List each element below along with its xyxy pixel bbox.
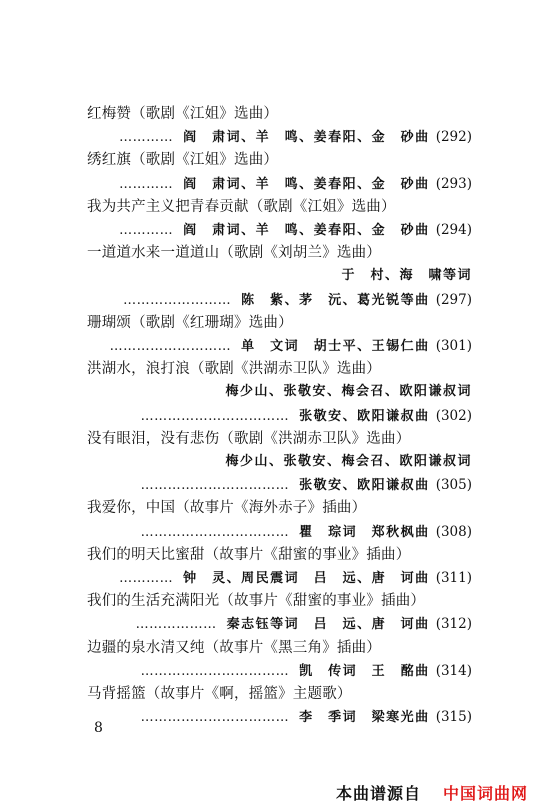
leader-dots: ………… bbox=[119, 130, 174, 145]
source-watermark bbox=[336, 781, 528, 804]
credit-text: 单 文词 胡士平、王锡仁曲 bbox=[241, 339, 430, 354]
leader-dots: …………………………… bbox=[140, 710, 290, 725]
leader-dots: ………… bbox=[119, 571, 174, 586]
toc-entry-title: 我们的生活充满阳光（故事片《甜蜜的事业》插曲） bbox=[87, 593, 426, 609]
source-brand: 中国词曲网 bbox=[443, 784, 529, 803]
toc-entry-credit bbox=[141, 660, 472, 682]
page-ref: (294) bbox=[435, 222, 472, 238]
toc-entry-title: 边疆的泉水清又纯（故事片《黑三角》插曲） bbox=[87, 640, 381, 656]
leader-dots: ……………… bbox=[135, 617, 217, 632]
credit-text: 于 村、海 啸等词 bbox=[341, 268, 472, 283]
toc-entry-credit bbox=[119, 219, 472, 241]
leader-dots: ………… bbox=[119, 177, 174, 192]
page-ref: (293) bbox=[435, 176, 472, 192]
leader-dots: …………………………… bbox=[140, 478, 290, 493]
credit-text: 梅少山、张敬安、梅会召、欧阳谦叔词 bbox=[225, 454, 472, 469]
toc-entry-credit bbox=[119, 126, 472, 148]
credit-text: 张敬安、欧阳谦叔曲 bbox=[299, 478, 430, 493]
leader-dots: …………………………… bbox=[140, 664, 290, 679]
leader-dots: …………………… bbox=[123, 293, 232, 308]
leader-dots: …………………………… bbox=[140, 525, 290, 540]
page-ref: (297) bbox=[435, 292, 472, 308]
page-ref: (302) bbox=[435, 408, 472, 424]
toc-entry-credit bbox=[110, 335, 472, 357]
toc-entry-title: 绣红旗（歌剧《江姐》选曲） bbox=[87, 152, 279, 168]
toc-entry-title: 一道道水来一道道山（歌剧《刘胡兰》选曲） bbox=[87, 245, 381, 261]
source-prefix: 本曲谱源自 bbox=[336, 784, 422, 803]
credit-text: 瞿 琮词 郑秋枫曲 bbox=[299, 525, 430, 540]
page-ref: (311) bbox=[435, 570, 472, 586]
toc-entry-credit bbox=[136, 613, 472, 635]
page-ref: (305) bbox=[435, 477, 472, 493]
toc-entry-credit bbox=[141, 405, 472, 427]
toc-entry-credit bbox=[225, 381, 472, 403]
toc-entry-credit bbox=[123, 289, 472, 311]
credit-text: 凯 传词 王 酩曲 bbox=[299, 664, 430, 679]
page-ref: (315) bbox=[435, 709, 472, 725]
toc-entry-credit bbox=[225, 451, 472, 473]
toc-entry-credit bbox=[341, 265, 472, 287]
toc-entry-title: 我爱你，中国（故事片《海外赤子》插曲） bbox=[87, 500, 367, 516]
toc-entry-credit bbox=[119, 567, 472, 589]
toc-entry-title: 我为共产主义把青春贡献（歌剧《江姐》选曲） bbox=[87, 199, 396, 215]
page-ref: (308) bbox=[435, 524, 472, 540]
toc-entry-title: 红梅赞（歌剧《江姐》选曲） bbox=[87, 106, 279, 122]
page-ref: (292) bbox=[435, 129, 472, 145]
credit-text: 阎 肃词、羊 鸣、姜春阳、金 砂曲 bbox=[183, 223, 430, 238]
credit-text: 阎 肃词、羊 鸣、姜春阳、金 砂曲 bbox=[183, 177, 430, 192]
page-ref: (301) bbox=[435, 338, 472, 354]
toc-entry-title: 我们的明天比蜜甜（故事片《甜蜜的事业》插曲） bbox=[87, 547, 411, 563]
leader-dots: ……………………… bbox=[109, 339, 232, 354]
toc-entry-title: 没有眼泪，没有悲伤（歌剧《洪湖赤卫队》选曲） bbox=[87, 431, 411, 447]
toc-entry-title: 珊瑚颂（歌剧《红珊瑚》选曲） bbox=[87, 315, 293, 331]
toc-entry-credit bbox=[141, 521, 472, 543]
leader-dots: …………………………… bbox=[140, 409, 290, 424]
page-ref: (314) bbox=[435, 663, 472, 679]
credit-text: 张敬安、欧阳谦叔曲 bbox=[299, 409, 430, 424]
credit-text: 阎 肃词、羊 鸣、姜春阳、金 砂曲 bbox=[183, 130, 430, 145]
toc-entry-title: 马背摇篮（故事片《啊，摇篮》主题歌） bbox=[87, 686, 352, 702]
toc-entry-title: 洪湖水，浪打浪（歌剧《洪湖赤卫队》选曲） bbox=[87, 361, 381, 377]
page-ref: (312) bbox=[435, 616, 472, 632]
credit-text: 李 季词 梁寒光曲 bbox=[299, 710, 430, 725]
toc-entry-credit bbox=[141, 474, 472, 496]
leader-dots: ………… bbox=[119, 223, 174, 238]
credit-text: 秦志钰等词 吕 远、唐 诃曲 bbox=[226, 617, 430, 632]
credit-text: 梅少山、张敬安、梅会召、欧阳谦叔词 bbox=[225, 384, 472, 399]
credit-text: 陈 紫、茅 沅、葛光锐等曲 bbox=[241, 293, 430, 308]
page-number: 8 bbox=[94, 720, 103, 736]
credit-text: 钟 灵、周民震词 吕 远、唐 诃曲 bbox=[183, 571, 430, 586]
toc-entry-credit bbox=[119, 173, 472, 195]
toc-entry-credit bbox=[141, 706, 472, 728]
